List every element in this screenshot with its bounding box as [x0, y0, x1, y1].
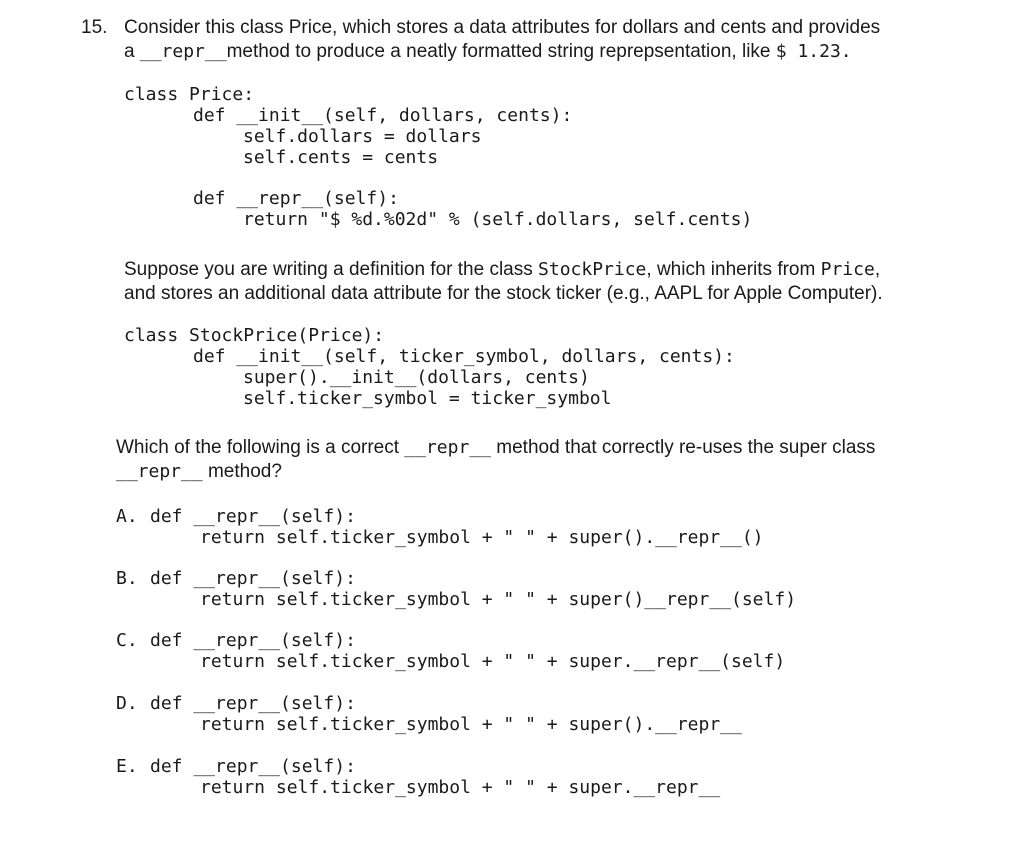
- question-text-method: method to produce a neatly formatted string reprepsentation, like: [226, 41, 776, 62]
- code-price-line: def __repr__(self):: [193, 188, 399, 209]
- para2-text-a: Suppose you are writing a definition for the class: [124, 259, 539, 280]
- option-b-def: def __repr__(self):: [150, 568, 356, 589]
- option-e-def: def __repr__(self):: [150, 756, 356, 777]
- prompt-text-b: method that correctly re-uses the super class: [491, 437, 876, 458]
- option-c-letter: C.: [116, 630, 138, 651]
- option-e-return: return self.ticker_symbol + " " + super.__repr__: [200, 777, 721, 798]
- paragraph-stockprice-line1: [124, 258, 880, 282]
- para2-text-c: ,: [874, 259, 881, 280]
- paragraph-stockprice-line2: and stores an additional data attribute for the stock ticker (e.g., AAPL for Apple Computer).: [124, 283, 883, 304]
- repr-inline-code: __repr__: [139, 41, 227, 62]
- option-a-def: def __repr__(self):: [150, 506, 356, 527]
- option-c-return: return self.ticker_symbol + " " + super.__repr__(self): [200, 651, 786, 672]
- code-price-line: self.cents = cents: [243, 147, 439, 168]
- stockprice-inline-code: StockPrice: [538, 259, 647, 280]
- code-price-line: class Price:: [124, 84, 255, 105]
- code-stock-line: class StockPrice(Price):: [124, 325, 385, 346]
- option-d-letter: D.: [116, 693, 138, 714]
- code-stock-line: super().__init__(dollars, cents): [243, 367, 590, 388]
- question-text-a: a: [124, 41, 140, 62]
- option-b-letter: B.: [116, 568, 138, 589]
- code-price-line: return "$ %d.%02d" % (self.dollars, self.cents): [243, 209, 753, 230]
- question-number: 15.: [81, 17, 108, 38]
- question-text-line1: Consider this class Price, which stores a data attributes for dollars and cents and provides: [124, 17, 881, 38]
- option-d-def: def __repr__(self):: [150, 693, 356, 714]
- question-text-line2: [124, 40, 852, 64]
- option-a-return: return self.ticker_symbol + " " + super().__repr__(): [200, 527, 764, 548]
- price-inline-code: Price: [820, 259, 875, 280]
- code-price-line: def __init__(self, dollars, cents):: [193, 105, 573, 126]
- repr-inline-code: __repr__: [116, 461, 203, 482]
- prompt-line1: [116, 436, 875, 460]
- option-e-letter: E.: [116, 756, 138, 777]
- prompt-text-a: Which of the following is a correct: [116, 437, 405, 458]
- code-stock-line: self.ticker_symbol = ticker_symbol: [243, 388, 612, 409]
- para2-text-b: , which inherits from: [646, 259, 821, 280]
- prompt-line2: [116, 460, 282, 484]
- prompt-text-c: method?: [202, 461, 282, 482]
- option-d-return: return self.ticker_symbol + " " + super().__repr__: [200, 714, 742, 735]
- code-stock-line: def __init__(self, ticker_symbol, dollars, cents):: [193, 346, 735, 367]
- option-b-return: return self.ticker_symbol + " " + super()__repr__(self): [200, 589, 797, 610]
- option-a-letter: A.: [116, 506, 138, 527]
- code-price-line: self.dollars = dollars: [243, 126, 482, 147]
- example-output: $ 1.23.: [775, 41, 852, 62]
- repr-inline-code: __repr__: [404, 437, 491, 458]
- option-c-def: def __repr__(self):: [150, 630, 356, 651]
